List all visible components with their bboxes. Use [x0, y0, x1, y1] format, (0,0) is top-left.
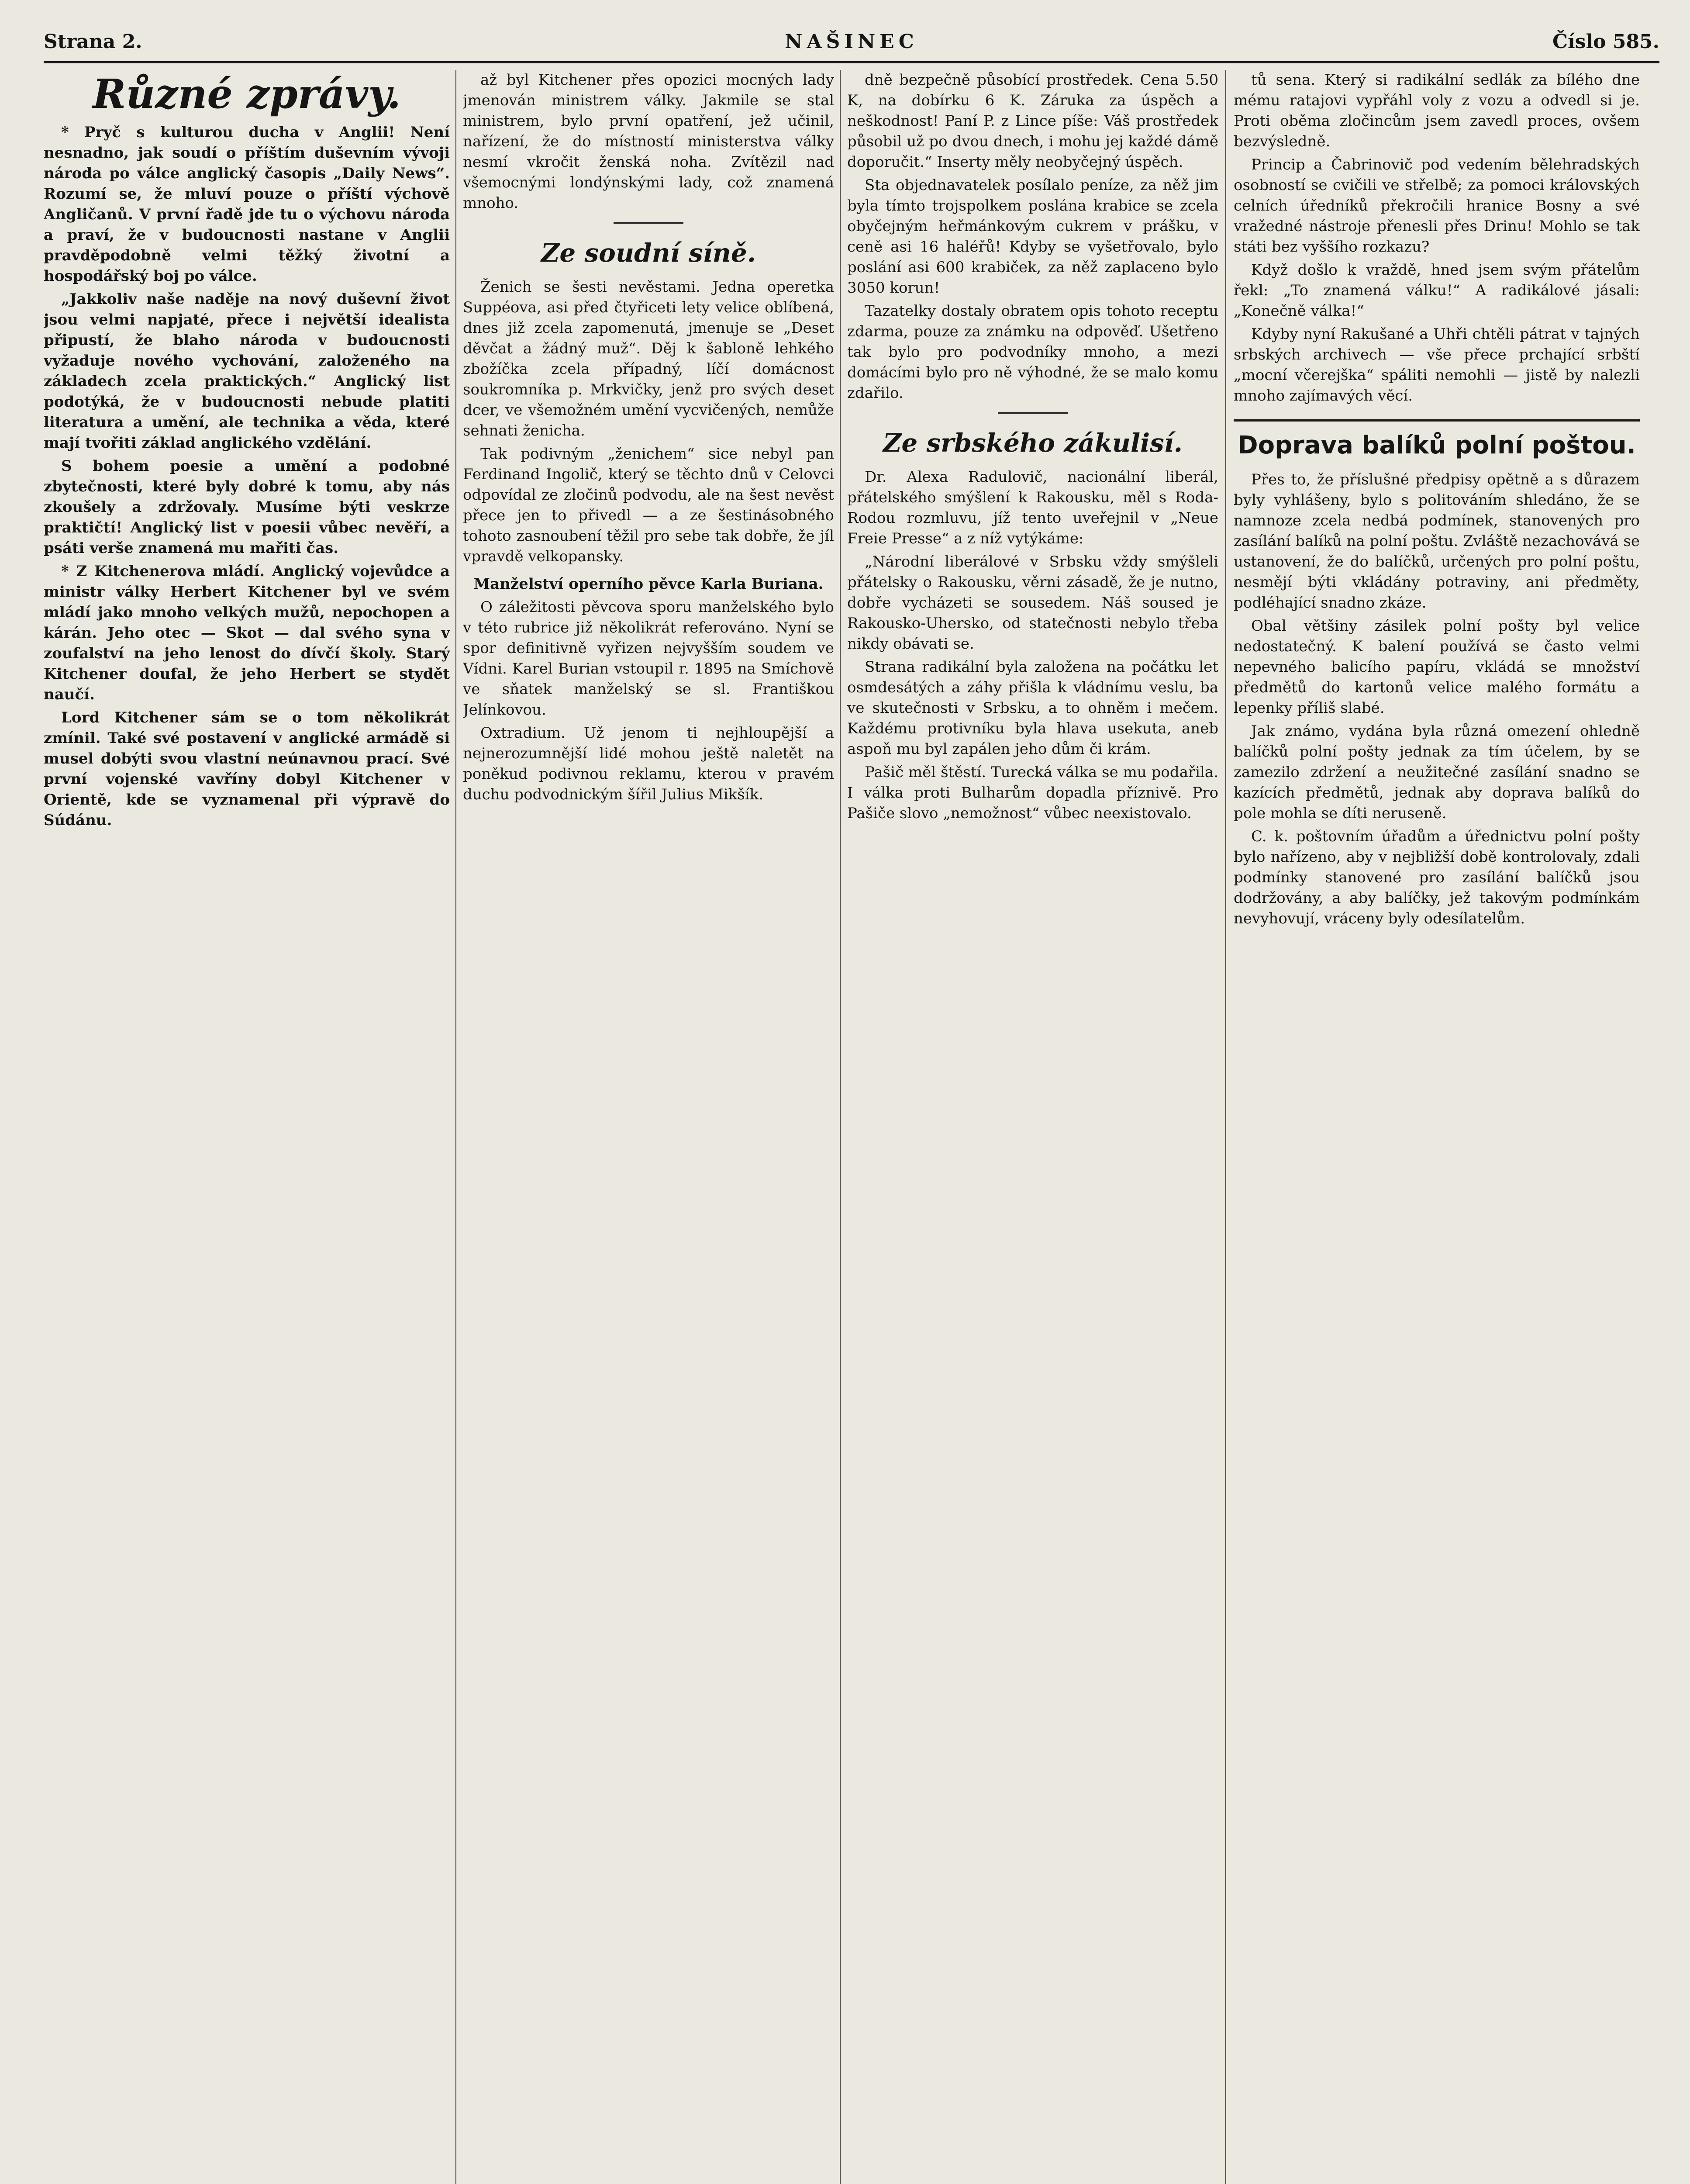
page-number: Strana 2. — [44, 31, 142, 53]
article-paragraph: až byl Kitchener přes opozici mocných lady jmenován ministrem války. Jakmile se stal ministrem, bylo první opatření, jež učinil, nařízení, že do místností ministerstva války nesmí vkročit ženská noha. Zvítězil nad všemocnými londýnskými lady, což znamená mnoho. — [463, 71, 834, 212]
issue-number: Číslo 585. — [1552, 31, 1659, 53]
article-paragraph: C. k. poštovním úřadům a úřednictvu polní pošty bylo nařízeno, aby v nejbližší době kontrolovaly, zdali podmínky stanovené pro zasílání balíčků jsou dodržovány, a aby balíčky, jež takovým podmínkám nevyhovují, vráceny byly odesílatelům. — [1234, 828, 1640, 927]
article-paragraph: Obal většiny zásilek polní pošty byl velice nedostatečný. K balení používá se často velmi nepevného balicího papíru, vkládá se množství předmětů do kartonů velice malého formátu a lepenky příliš slabé. — [1234, 617, 1640, 717]
article-paragraph: S bohem poesie a umění a podobné zbytečnosti, které byly dobré k tomu, aby nás zkoušely a zdržovaly. Musíme býti veskrze praktičtí! Anglický list v poesii vůbec nevěří, a psáti verše znamená mu mařiti čas. — [44, 457, 450, 557]
column-3 — [847, 70, 1218, 2184]
article-paragraph: Jak známo, vydána byla různá omezení ohledně balíčků polní pošty jednak za tím účelem, by se zamezilo zdržení a neužitečné zasílání snadno se kazících předmětů, jednak aby doprava balíků do pole mohla se díti neruseně. — [1234, 722, 1640, 822]
article-paragraph: * Z Kitchenerova mládí. Anglický vojevůdce a ministr války Herbert Kitchener byl ve svém mládí jako mnoho velkých mužů, nepochopen a kárán. Jeho otec — Skot — dal svého syna v zoufalství na jeho lenost do dívčí školy. Starý Kitchener doufal, že jeho Herbert se stydět naučí. — [44, 563, 450, 703]
column-divider — [1225, 70, 1226, 2184]
article-paragraph: Ženich se šesti nevěstami. Jedna operetka Suppéova, asi před čtyřiceti lety velice oblíbená, dnes již zcela zapomenutá, jmenuje se „Deset děvčat a žádný muž“. Děj k šabloně lehkého zbožíčka zcela případný, líčí domácnost soukromníka p. Mrkvičky, jenž pro svých deset dcer, ve všemožném umění vycvičených, nemůže sehnati ženicha. — [463, 278, 834, 439]
article-paragraph: „Národní liberálové v Srbsku vždy smýšleli přátelsky o Rakousku, věrni zásadě, že je nutno, dobře vycházeti se sousedem. Náš soused je Rakousko-Uhersko, od statečnosti nebylo třeba nikdy obávati se. — [847, 553, 1218, 653]
article-paragraph: Přes to, že příslušné předpisy opětně a s důrazem byly vyhlášeny, bylo s politováním shledáno, že se namnoze zcela nedbá podmínek, stanovených pro zasílání balíků na polní poštu. Zvláště nezachovává se ustanovení, že do balíčků, určených pro polní poštu, nesmějí býti vkládány potraviny, ani předměty, podléhající snadno zkáze. — [1234, 471, 1640, 612]
article-paragraph: Dr. Alexa Radulovič, nacionální liberál, přátelského smýšlení k Rakousku, měl s Roda-Rodou rozmluvu, jíž tento uveřejnil v „Neue Freie Presse“ a z níž vytýkáme: — [847, 468, 1218, 547]
article-subtitle: Manželství operního pěvce Karla Buriana. — [473, 575, 824, 593]
article-paragraph: Sta objednavatelek posílalo peníze, za něž jim byla tímto trojspolkem poslána krabice se zcela obyčejným heřmánkovým cukrem v prášku, v ceně asi 16 haléřů! Kdyby se vyšetřovalo, bylo poslání asi 600 krabiček, za něž zaplaceno bylo 3050 korun! — [847, 176, 1218, 297]
article-paragraph: tů sena. Který si radikální sedlák za bílého dne mému ratajovi vypřáhl voly z vozu a odvedl si je. Proti oběma zločincům jsem zavedl proces, ovšem bezvýsledně. — [1234, 71, 1640, 150]
article-paragraph: Tazatelky dostaly obratem opis tohoto receptu zdarma, pouze za známku na odpověď. Ušetřeno tak bylo pro podvodníky mnoho, a mezi domácími bylo pro ně výhodné, že se malo komu zdařilo. — [847, 302, 1218, 402]
newspaper-name: NAŠINEC — [785, 31, 918, 53]
column-1 — [44, 70, 450, 2184]
article-paragraph: Pašič měl štěstí. Turecká válka se mu podařila. I válka proti Bulharům dopadla příznivě. Pro Pašiče slovo „nemožnost“ vůbec neexistovalo. — [847, 764, 1218, 822]
article-paragraph: Strana radikální byla založena na počátku let osmdesátých a záhy přišla k vládnímu veslu, ba ve skutečnosti v Srbsku, a to ohněm i mečem. Každému protivníku byla hlava usekuta, aneb aspoň mu byl zapálen jeho dům či krám. — [847, 658, 1218, 758]
page-header — [44, 26, 1659, 66]
article-paragraph: Oxtradium. Už jenom ti nejhloupější a nejnerozumnější lidé mohou ještě naletět na poněkud podivnou reklamu, kterou v pravém duchu podvodnickým šířil Julius Mikšík. — [463, 724, 834, 803]
article-paragraph: O záležitosti pěvcova sporu manželského bylo v této rubrice již několikrát referováno. Nyní se spor definitivně vyřizen nejvyšším soudem ve Vídni. Karel Burian vstoupil r. 1895 na Smíchově ve sňatek manželský se sl. Františkou Jelínkovou. — [463, 598, 834, 719]
column-2 — [463, 70, 834, 2184]
column-divider — [455, 70, 456, 2184]
article-paragraph: Když došlo k vraždě, hned jsem svým přátelům řekl: „To znamená válku!“ A radikálové jásali: „Konečně válka!“ — [1234, 261, 1640, 320]
section-title-ze-soudni-sine: Ze soudní síně. — [541, 238, 756, 268]
article-paragraph: * Pryč s kulturou ducha v Anglii! Není nesnadno, jak soudí o příštím duševním vývoji národa po válce anglický časopis „Daily News“. Rozumí se, že mluví pouze o příští výchově Angličanů. V první řadě jde tu o výchovu národa a praví, že v budoucnosti nastane v Anglii pravděpodobně velmi těžký životní a hospodářský boj po válce. — [44, 124, 450, 285]
section-title-ze-srbskeho-zakulisi: Ze srbského zákulisí. — [883, 428, 1183, 458]
article-paragraph: „Jakkoliv naše naděje na nový duševní život jsou velmi napjaté, přece i největší idealista připustí, že blaho národa v budoucnosti vyžaduje nového vychování, založeného na základech zcela praktických.“ Anglický list podotýká, že v budoucnosti nebude platiti literatura a umění, ale technika a věda, které mají tvořiti základ anglického vzdělání. — [44, 290, 450, 452]
article-paragraph: Princip a Čabrinovič pod vedením bělehradských osobností se cvičili ve střelbě; za pomoci královských celních úředníků překročili hranice Bosny a své vražedné nástroje přenesli přes Drinu! Mohlo se tak státi bez vyššího rozkazu? — [1234, 156, 1640, 256]
article-paragraph: Kdyby nyní Rakušané a Uhři chtěli pátrat v tajných srbských archivech — vše přece prchající srbští „mocní včerejška“ spáliti nemohli — jistě by nalezli mnoho zajímavých věcí. — [1234, 325, 1640, 404]
column-4 — [1234, 70, 1640, 2184]
article-separator — [998, 412, 1068, 414]
article-paragraph: Tak podivným „ženichem“ sice nebyl pan Ferdinand Ingolič, který se těchto dnů v Celovci odpovídal ze zločinů podvodu, ale na šest nevěst přece jen to přivedl — a ze šestinásobného tohoto zasnoubení těžil pro sebe tak dobře, že jíl vpravdě velkopansky. — [463, 445, 834, 565]
section-title-ruzne-zpravy: Různé zprávy. — [92, 70, 401, 117]
column-divider — [840, 70, 841, 2184]
article-paragraph: Lord Kitchener sám se o tom několikrát zmínil. Také své postavení v anglické armádě si musel dobýti svou vlastní neúnavnou prací. Své první vojenské vavříny dobyl Kitchener v Orientě, kde se vyznamenal při výpravě do Súdánu. — [44, 709, 450, 829]
header-rule — [44, 61, 1659, 63]
article-separator — [614, 222, 683, 224]
article-paragraph: dně bezpečně působící prostředek. Cena 5.50 K, na dobírku 6 K. Záruka za úspěch a neškodnost! Paní P. z Lince píše: Váš prostředek působil už po dvou dnech, i mohu jej každé dámě doporučit.“ Inserty měly neobyčejný úspěch. — [847, 71, 1218, 171]
section-title-doprava-baliku: Doprava balíků polní poštou. — [1234, 419, 1640, 461]
